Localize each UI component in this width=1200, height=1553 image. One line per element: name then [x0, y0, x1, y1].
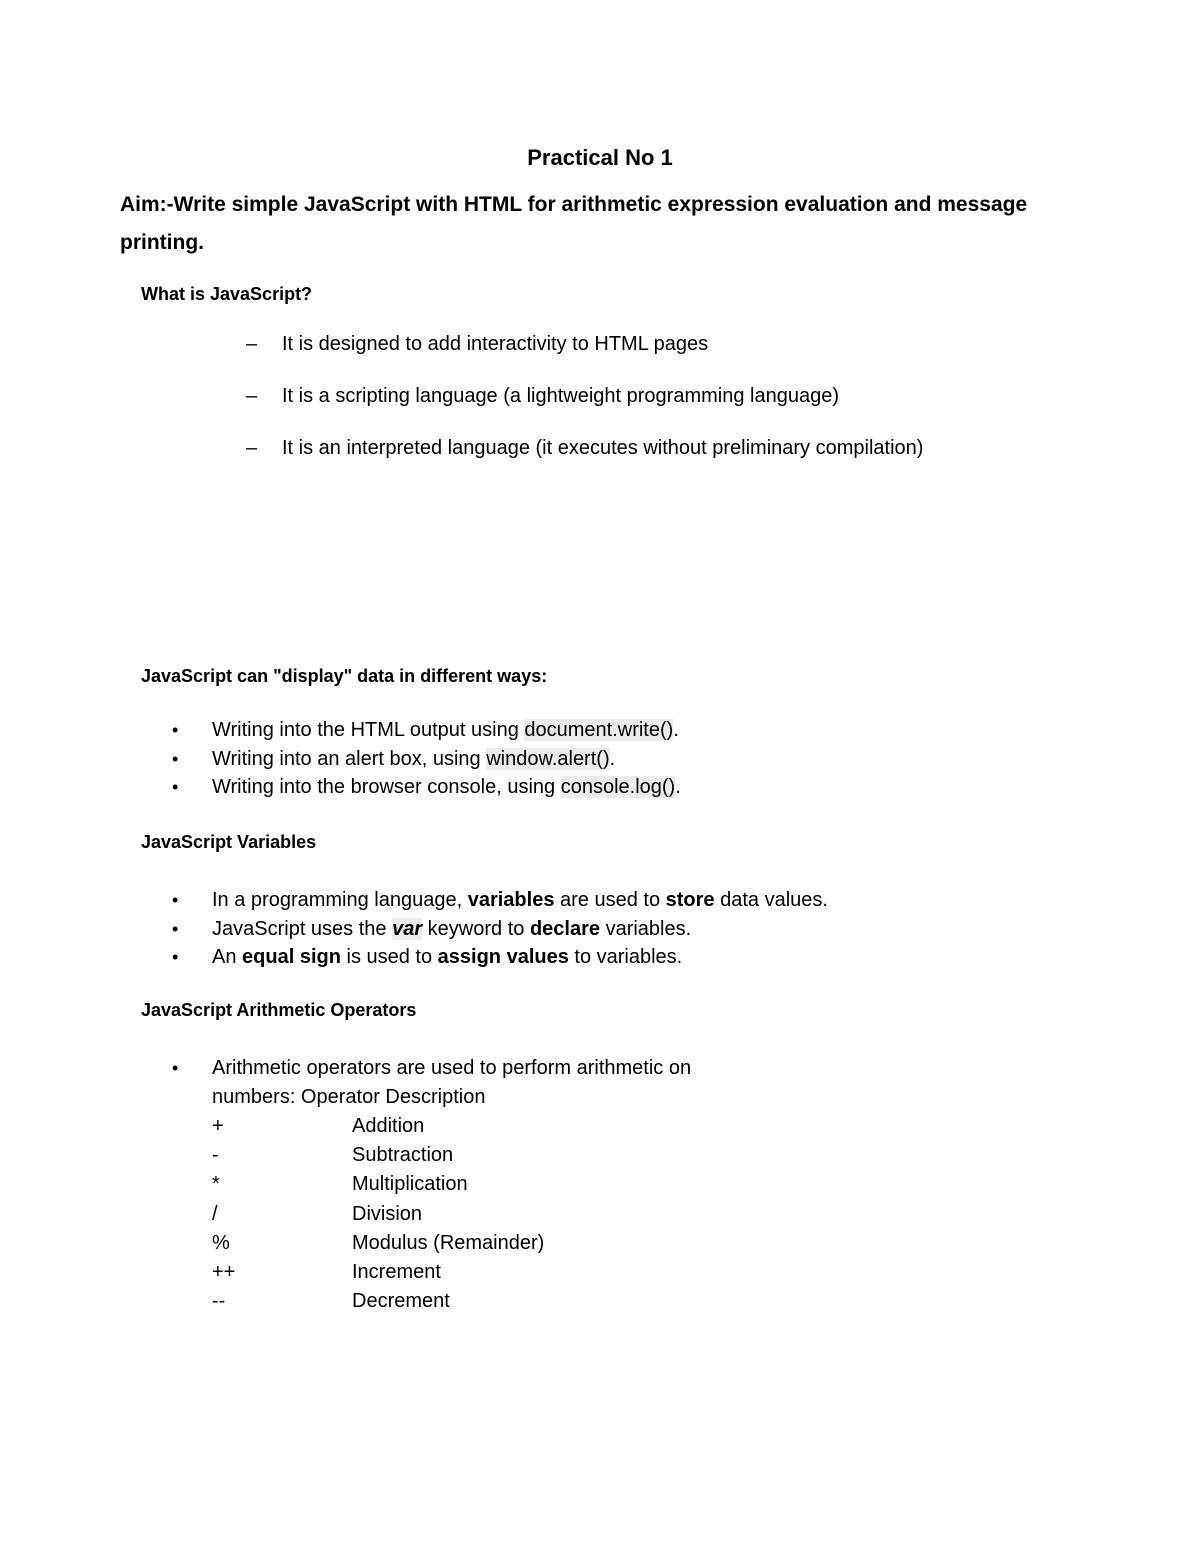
dash-list-item: [246, 331, 708, 357]
bullet-marker: •: [172, 748, 179, 769]
bold-term: equal sign: [242, 946, 341, 968]
list-item-text: to variables.: [568, 946, 683, 968]
dash-marker: –: [246, 333, 258, 355]
display-ways-list: [172, 716, 681, 802]
operator-row: [212, 1141, 544, 1170]
operator-row: [212, 1170, 544, 1199]
arithmetic-list: [172, 1054, 772, 1112]
bold-term: store: [665, 889, 715, 911]
list-item: [172, 915, 828, 944]
operator-description: Decrement: [352, 1290, 450, 1313]
bold-term: assign values: [437, 946, 569, 968]
bullet-marker: •: [172, 947, 179, 967]
list-item: [172, 943, 828, 972]
operator-row: [212, 1200, 544, 1229]
heading-variables: JavaScript Variables: [141, 832, 317, 852]
list-item-text: Writing into the HTML output using: [212, 719, 525, 741]
list-item-text: .: [673, 719, 679, 741]
list-item: [172, 716, 681, 745]
list-item-text: Writing into the browser console, using: [212, 776, 561, 798]
bullet-marker: •: [172, 720, 179, 740]
operator-description: Increment: [352, 1261, 441, 1284]
bullet-marker: •: [172, 890, 179, 910]
operator-row: [212, 1258, 544, 1287]
list-item-text: .: [675, 776, 681, 798]
arithmetic-intro: Arithmetic operators are used to perform arithmetic on numbers: Operator Description: [212, 1057, 692, 1108]
operator-symbol: /: [212, 1202, 218, 1225]
bullet-marker: •: [172, 777, 179, 797]
operator-symbol: %: [212, 1231, 230, 1254]
list-item-text: keyword to: [422, 917, 530, 940]
keyword-term: var: [392, 917, 423, 940]
variables-list: [172, 886, 828, 972]
operator-row: [212, 1112, 544, 1141]
operator-symbol: -: [212, 1144, 219, 1167]
bullet-marker: •: [172, 918, 179, 939]
list-item-text: In a programming language,: [212, 889, 468, 911]
bullet-marker: •: [172, 1058, 179, 1078]
heading-what-is-javascript: What is JavaScript?: [141, 284, 313, 304]
operator-description: Modulus (Remainder): [352, 1231, 545, 1254]
list-item: [172, 886, 828, 915]
operator-symbol: +: [212, 1115, 224, 1137]
dash-list-item: [246, 435, 923, 461]
heading-arithmetic-operators: JavaScript Arithmetic Operators: [141, 1000, 417, 1020]
list-item: [172, 745, 681, 774]
operators-table: [212, 1112, 544, 1316]
heading-display-ways: JavaScript can "display" data in different ways:: [141, 666, 548, 686]
dash-marker: –: [246, 437, 258, 459]
code-snippet: window.alert(): [486, 747, 610, 770]
bold-term: variables: [467, 889, 555, 911]
bold-term: declare: [529, 917, 601, 940]
list-item-text: variables.: [600, 917, 692, 940]
list-item: [172, 1054, 772, 1112]
list-item-text: Writing into an alert box, using: [212, 747, 487, 770]
operator-description: Subtraction: [352, 1144, 454, 1167]
dash-item-text: It is designed to add interactivity to HTML pages: [282, 333, 709, 355]
operator-symbol: *: [212, 1173, 220, 1196]
operator-symbol: --: [212, 1290, 226, 1313]
operator-description: Addition: [352, 1115, 425, 1137]
page-title: Practical No 1: [527, 145, 673, 170]
operator-description: Multiplication: [352, 1173, 468, 1196]
list-item-text: data values.: [714, 889, 828, 911]
list-item-text: JavaScript uses the: [212, 917, 393, 940]
code-snippet: document.write(): [524, 719, 674, 741]
dash-item-text: It is a scripting language (a lightweight programming language): [282, 385, 839, 407]
code-snippet: console.log(): [560, 776, 676, 798]
list-item-text: are used to: [554, 889, 666, 911]
list-item-text: is used to: [340, 946, 438, 968]
list-item: [172, 773, 681, 802]
operator-description: Division: [352, 1202, 423, 1225]
list-item-text: An: [212, 946, 243, 968]
dash-item-text: It is an interpreted language (it executes without preliminary compilation): [282, 437, 924, 459]
dash-marker: –: [246, 385, 258, 407]
operator-row: [212, 1287, 544, 1316]
operator-symbol: ++: [212, 1261, 236, 1284]
operator-row: [212, 1229, 544, 1258]
aim-paragraph: Aim:-Write simple JavaScript with HTML for arithmetic expression evaluation and message printing.: [120, 193, 1028, 254]
list-item-text: .: [609, 747, 616, 770]
dash-list-item: [246, 383, 839, 409]
